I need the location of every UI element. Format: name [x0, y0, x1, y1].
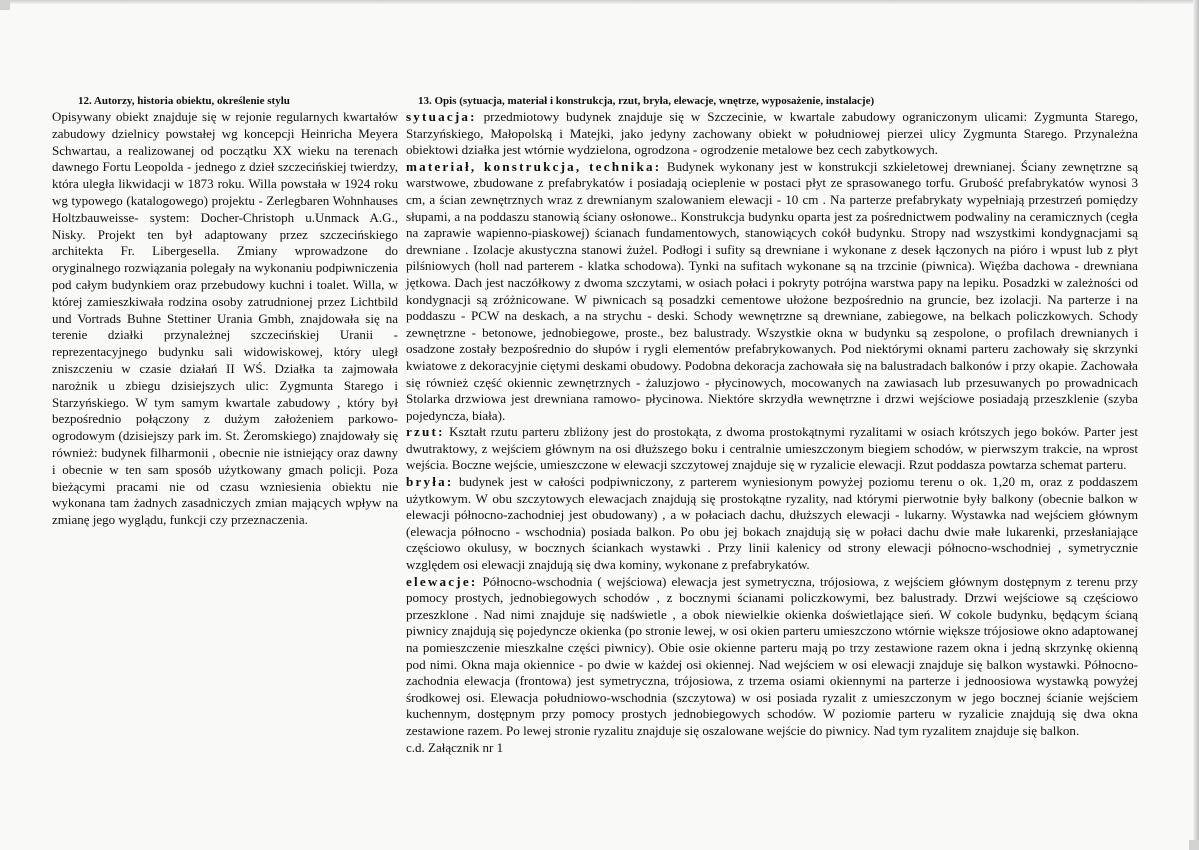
- material-label: materiał, konstrukcja, technika:: [406, 158, 662, 174]
- section-13-heading: 13. Opis (sytuacja, materiał i konstrukcja, rzut, bryła, elewacje, wnętrze, wyposażenie, instalacje): [418, 95, 875, 107]
- right-column: [406, 94, 1138, 756]
- plan-text: Kształt rzutu parteru zbliżony jest do prostokąta, z dwoma prostokątnymi ryzalitami w osiach krótszych jego boków. Parter jest dwutraktowy, z wejściem głównym na osi dłuższego boku i centralnie umieszczonym biegiem schodów, w pierwszym trakcie, na wprost wejścia. Boczne wejście, umieszczone w elewacji szczytowej znajduje się w ryzalicie elewacji. Rzut poddasza powtarza schemat parteru.: [406, 424, 1138, 473]
- elevations-text: Północno-wschodnia ( wejściowa) elewacja jest symetryczna, trójosiowa, z wejściem głównym dostępnym z terenu przy pomocy prostych, jednobiegowych schodów , z bocznymi ścianami policzkowymi, bez balustrady. Drzwi wejściowe są częściowo przeszklone . Nad nimi znajduje się nadświetle , a obok niewielkie okienka doświetlające sień. W cokole budynku, będącym ścianą piwnicy znajdują się pojedyncze okienka (po stronie lewej, w osi okien parteru umieszczono wtórnie większe trójosiowe okno adaptowanej na pomieszczenie mieszkalne części piwnicy). Obie osie okienne parteru mają po trzy zestawione razem okna i jedną skrzynkę okienną pod nimi. Okna maja okiennice - po dwie w każdej osi okiennej. Nad wejściem w osi elewacji znajduje się balkon wystawki. Północno-zachodnia elewacja (frontowa) jest symetryczna, trójosiowa, z trzema osiami okiennymi na parterze i jednoosiowa wystawką powyżej środkowej osi. Elewacja południowo-wschodnia (szczytowa) w osi posiada ryzalit z umieszczonym w jego bocznej ścianie wejściem kuchennym, dostępnym przy pomocy prostych jednobiegowych schodów. W poziomie parteru w ryzalicie znajdują się dwa okna zestawione razem. Po lewej stronie ryzalitu znajduje się oszalowane wejście do piwnicy. Nad tym ryzalitem znajduje się balkon.: [406, 573, 1138, 738]
- massing-paragraph: [406, 474, 1138, 574]
- section-12-heading: 12. Autorzy, historia obiektu, określenie stylu: [78, 95, 290, 107]
- scan-edge-top: [0, 0, 1199, 4]
- elevations-paragraph: [406, 574, 1138, 740]
- scan-corner-top-left: [0, 0, 10, 10]
- scan-corner-bottom-right: [1189, 840, 1199, 850]
- scan-edge-right: [1193, 0, 1199, 850]
- left-column: [52, 94, 398, 529]
- plan-paragraph: [406, 424, 1138, 474]
- material-paragraph: [406, 159, 1138, 425]
- massing-text: budynek jest w całości podpiwniczony, z parterem wyniesionym powyżej poziomu terenu o ok. 1,20 m, oraz z poddaszem użytkowym. W obu szczytowych elewacjach znajdują się prostokątne ryzality, nad którymi pierwotnie były balkony (obecnie balkon w elewacji północno-zachodniej jest obudowany) , a w połaciach dachu, dłuższych elewacji - lukarny. Wystawka nad wejściem głównym (elewacja północno - wschodnia) posiada balkon. Po obu jej bokach znajdują się w połaci dachu dwie małe lukarenki, przesłaniające częściowo okulusy, w bocznych ściankach wystawki . Przy linii kalenicy od strony elewacji północno-wschodniej , symetrycznie względem osi elewacji znajdują się dwa kominy, wykonane z prefabrykatów.: [406, 474, 1138, 573]
- material-text: Budynek wykonany jest w konstrukcji szkieletowej drewnianej. Ściany zewnętrzne są warstwowe, zbudowane z prefabrykatów i posiadają ocieplenie w postaci płyt ze sprasowanego torfu. Grubość prefabrykatów wynosi 3 cm, a ścian zewnętrznych wraz z drewnianym szalowaniem elewacji - 10 cm . Na parterze prefabrykaty wypełniają przestrzeń pomiędzy słupami, a na poddaszu stanowią ściany osłonowe.. Konstrukcja budynku oparta jest za pośrednictwem podwaliny na ceramicznych (cegła na zaprawie wapienno-piaskowej) ścianach fundamentowych, stanowiących cokół budynku. Stropy nad wszystkimi kondygnacjami są drewniane . Izolacje akustyczna stanowi żużel. Podłogi i sufity są drewniane i wykonane z desek łączonych na pióro i wpust lub z płyt pilśniowych (holl nad parterem - klatka schodowa). Tynki na sufitach wykonane są na trzcinie (piwnica). Więźba dachowa - drewniana jętkowa. Dach jest naczółkowy z dwoma szczytami, w osiach połaci i pokryty potrójna warstwa papy na lepiku. Posadzki w zależności od kondygnacji są zróżnicowane. W piwnicach są posadzki cementowe ułożone bezpośrednio na gruncie, bez izolacji. Na parterze i na poddaszu - PCW na deskach, a na strychu - deski. Schody wewnętrzne są drewniane, zabiegowe, na belkach policzkowych. Schody zewnętrzne - betonowe, jednobiegowe, proste., bez balustrady. Wszystkie okna w budynku są zespolone, o profilach drewnianych i osadzone zostały bezpośrednio do słupów i rygli elementów prefabrykowanych. Pod niektórymi oknami parteru zachowały się skrzynki kwiatowe z dekoracyjnie ciętymi deskami obudowy. Podobna dekoracja zachowała się na balustradach balkonów i przy okapie. Zachowała się również część okiennic zewnętrznych - żaluzjowo - płycinowych, mocowanych na zawiasach lub przesuwanych po prowadnicach Stolarka drzwiowa jest drewniana ramowo- płycinowa. Niektóre skrzydła wewnętrzne i drzwi wejściowe posiadają przeszklenie (szyba pojedyncza, biała).: [406, 158, 1139, 423]
- situation-paragraph: [406, 109, 1138, 159]
- continuation-note: c.d. Załącznik nr 1: [406, 739, 504, 755]
- elevations-label: elewacje:: [406, 573, 478, 589]
- history-paragraph: Opisywany obiekt znajduje się w rejonie regularnych kwartałów zabudowy dzielnicy powstałej wg koncepcji Heinricha Meyera Schwartau, a realizowanej od początku XX wieku na terenach dawnego Fortu Leopolda - jednego z dzieł szczecińskiej twierdzy, która uległa likwidacji w 1873 roku. Willa powstała w 1924 roku wg typowego (katalogowego) projektu - Zerlegbaren Wohnhauses Holtzbauweisse- system: Docher-Christoph u.Unmack A.G., Nisky. Projekt ten był adaptowany przez szczecińskiego architekta Fr. Libergesella. Zmiany wprowadzone do oryginalnego rozwiązania polegały na wykonaniu podpiwniczenia pod całym budynkiem oraz przebudowy kuchni i toalet. Willa, w której zamieszkiwała rodzina osoby zatrudnionej przez Lichtbild und Vortrads Buhne Stettiner Urania Gmbh, znajdowała się na terenie działki przynależnej szczecińskiej Uranii - reprezentacyjnego budynku sali widowiskowej, który uległ zniszczeniu w czasie działań II WŚ. Działka ta zajmowała narożnik u zbiegu dzisiejszych ulic: Zygmunta Starego i Starzyńskiego. W tym samym kwartale zabudowy , który był bezpośrednio połączony z dużym założeniem parkowo-ogrodowym (dzisiejszy park im. St. Żeromskiego) znajdowały się również: budynek filharmonii , obecnie nie istniejący oraz dawny i obecnie w ten sam sposób użytkowany gmach policji. Poza bieżącymi pracami nie od czasu wzniesienia obiektu nie wykonana tam żadnych zasadniczych zmian mających wpływ na zmianę jego wyglądu, funkcji czy przeznaczenia.: [52, 109, 398, 528]
- situation-text: przedmiotowy budynek znajduje się w Szczecinie, w kwartale zabudowy ograniczonym ulicami: Zygmunta Starego, Starzyńskiego, Małopolską i Matejki, jako jedyny zachowany obiekt w południowej pierzei ulicy Zygmunta Starego. Przynależna obiektowi działka jest wtórnie wydzielona, ogrodzona - ogrodzenie metalowe bez cech zabytkowych.: [406, 109, 1138, 158]
- plan-label: rzut:: [406, 424, 445, 440]
- massing-label: bryła:: [406, 474, 454, 490]
- situation-label: sytuacja:: [406, 109, 477, 124]
